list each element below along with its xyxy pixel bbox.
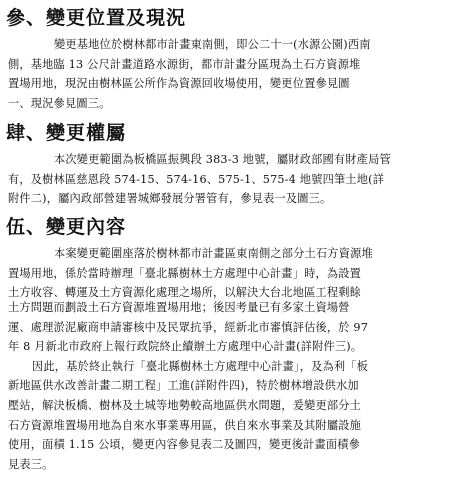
paragraph-line: 本次變更範圍為板橋區振興段 383-3 地號，屬財政部國有財產局管 — [54, 153, 391, 166]
section-heading-location: 參、變更位置及現況 — [6, 7, 187, 29]
paragraph-line: 本案變更範圍座落於樹林都市計畫區東南側之部分土石方資源堆 — [54, 247, 373, 260]
section-heading-ownership: 肆、變更權屬 — [6, 122, 127, 144]
paragraph-line: 年 8 月新北市政府上報行政院終止續辦土方處理中心計畫(詳附件三)。 — [8, 340, 363, 354]
paragraph-line: 置場用地，係於當時辦理「臺北縣樹林土方處理中心計畫」時，為設置 — [8, 266, 362, 280]
paragraph-line: 一、現況參見圖三。 — [8, 96, 111, 110]
paragraph-line: 土方問題而劃設土石方資源堆置場用地；後因考量已有多家土資場營 — [8, 301, 350, 314]
paragraph-line: 運、處理淤泥廠商申請審核中及民眾抗爭，經新北市審慎評估後，於 97 — [8, 320, 369, 334]
paragraph-line: 土方收容、轉運及土方資源化處理之場所，以解決大台北地區工程剩餘 — [8, 286, 362, 300]
paragraph-line: 變更基地位於樹林都市計畫東南側，即公二十一(水源公園)西南 — [54, 38, 371, 51]
paragraph-line: 使用，面積 1.15 公頃，變更內容參見表二及圖四，變更後計畫面積參 — [8, 438, 361, 452]
section-body-content-top — [8, 244, 468, 303]
section-body-content-bottom — [8, 298, 468, 474]
paragraph-line: 石方資源堆置場用地為自來水事業專用區，供自來水事業及其附屬設施 — [8, 418, 362, 432]
section-heading-content: 伍、變更內容 — [6, 216, 127, 238]
paragraph-line: 側，基地臨 13 公尺計畫道路水源街，都市計畫分區現為土石方資源堆 — [8, 57, 361, 71]
section-body-ownership — [8, 150, 468, 209]
paragraph-line: 見表三。 — [8, 457, 54, 471]
paragraph-line: 附件二)，屬內政部營建署城鄉發展分署管有，參見表一及圖三。 — [8, 192, 332, 206]
paragraph-line: 壓站，解決板橋、樹林及土城等地勢較高地區供水問題，爰變更部分土 — [8, 398, 362, 412]
paragraph-line: 新地區供水改善計畫二期工程」工進(詳附件四)，特於樹林增設供水加 — [8, 379, 359, 393]
section-body-location — [8, 35, 468, 113]
paragraph-line: 置場用地，現況由樹林區公所作為資源回收場使用，變更位置參見圖 — [8, 77, 350, 91]
paragraph-line: 因此，基於終止執行「臺北縣樹林土方處理中心計畫」，及為利「板 — [32, 359, 369, 373]
paragraph-line: 有，及樹林區慈恩段 574-15、574-16、575-1、575-4 地號四筆土地(詳 — [8, 172, 385, 186]
